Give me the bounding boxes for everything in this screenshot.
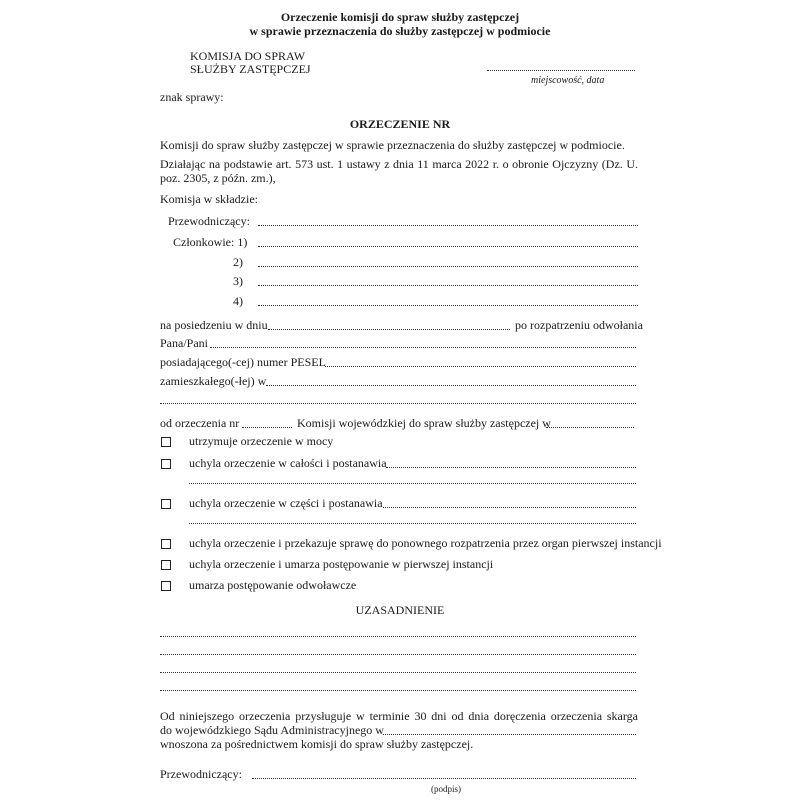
decision-heading: ORZECZENIE NR	[349, 117, 451, 131]
option-1-checkbox[interactable]	[161, 437, 171, 447]
chairman-label: Przewodniczący:	[168, 214, 250, 228]
option-3-field-continued[interactable]	[189, 523, 636, 524]
instruction-line1: Od niniejszego orzeczenia przysługuje w terminie 30 dni od dnia doręczenia orzeczenia skarga	[160, 709, 638, 723]
option-3-checkbox[interactable]	[161, 499, 171, 509]
composition-label: Komisja w składzie:	[160, 192, 258, 206]
meeting-prefix: na posiedzeniu w dniu	[160, 318, 268, 332]
justification-line-1[interactable]	[160, 636, 636, 637]
pesel-field[interactable]	[325, 366, 636, 367]
justification-line-2[interactable]	[160, 654, 636, 655]
issuer-line2: SŁUŻBY ZASTĘPCZEJ	[190, 62, 311, 76]
ruling-city-field[interactable]	[546, 427, 634, 428]
place-date-field[interactable]	[487, 70, 635, 71]
justification-heading: UZASADNIENIE	[355, 603, 445, 617]
case-number-label: znak sprawy:	[160, 90, 224, 104]
person-label: Pana/Pani	[160, 336, 208, 350]
ruling-number-field[interactable]	[242, 427, 292, 428]
signature-chairman-label: Przewodniczący:	[160, 767, 242, 781]
option-5-label: uchyla orzeczenie i umarza postępowanie w pierwszej instancji	[189, 557, 494, 571]
issuer-line1: KOMISJA DO SPRAW	[190, 49, 306, 63]
members-label: Członkowie: 1)	[173, 235, 248, 249]
member-4-field[interactable]	[258, 305, 638, 306]
person-field[interactable]	[210, 347, 636, 348]
ruling-middle: Komisji wojewódzkiej do spraw służby zastępczej w	[297, 416, 551, 430]
legal-basis-line1: Działając na podstawie art. 573 ust. 1 ustawy z dnia 11 marca 2022 r. o obronie Ojczyzny (Dz. U.	[160, 157, 638, 171]
signature-hint: (podpis)	[431, 784, 461, 794]
place-date-label: miejscowość, data	[531, 75, 605, 86]
option-5-checkbox[interactable]	[161, 560, 171, 570]
chairman-field[interactable]	[258, 225, 638, 226]
member-1-field[interactable]	[258, 246, 638, 247]
document-title-line1: Orzeczenie komisji do spraw służby zastępczej	[280, 10, 520, 24]
option-1-label: utrzymuje orzeczenie w mocy	[189, 434, 334, 448]
legal-basis-line2: poz. 2305, z późn. zm.),	[160, 171, 276, 185]
member-4-number: 4)	[233, 294, 243, 308]
option-3-label: uchyla orzeczenie w części i postanawia	[189, 496, 383, 510]
option-2-field[interactable]	[386, 467, 636, 468]
decision-intro: Komisji do spraw służby zastępczej w sprawie przeznaczenia do służby zastępczej w podmiocie.	[160, 138, 625, 152]
justification-line-4[interactable]	[160, 690, 636, 691]
meeting-date-field[interactable]	[268, 329, 510, 330]
member-2-field[interactable]	[258, 266, 638, 267]
signature-field[interactable]	[252, 778, 636, 779]
member-2-number: 2)	[233, 255, 243, 269]
meeting-suffix: po rozpatrzeniu odwołania	[515, 318, 643, 332]
address-field[interactable]	[266, 385, 636, 386]
option-4-label: uchyla orzeczenie i przekazuje sprawę do ponownego rozpatrzenia przez organ pierwszej instancji	[189, 536, 662, 550]
option-6-checkbox[interactable]	[161, 581, 171, 591]
address-field-continued[interactable]	[160, 403, 636, 404]
court-city-field[interactable]	[383, 734, 636, 735]
instruction-line3: wnoszona za pośrednictwem komisji do spraw służby zastępczej.	[160, 737, 474, 751]
address-label: zamieszkałego(-łej) w	[160, 374, 267, 388]
option-6-label: umarza postępowanie odwoławcze	[189, 578, 357, 592]
option-2-field-continued[interactable]	[189, 483, 636, 484]
option-2-label: uchyla orzeczenie w całości i postanawia	[189, 456, 387, 470]
ruling-prefix: od orzeczenia nr	[160, 416, 240, 430]
justification-line-3[interactable]	[160, 672, 636, 673]
pesel-label: posiadającego(-cej) numer PESEL	[160, 355, 326, 369]
instruction-line2: do wojewódzkiego Sądu Administracyjnego w	[160, 723, 384, 737]
option-4-checkbox[interactable]	[161, 539, 171, 549]
option-2-checkbox[interactable]	[161, 459, 171, 469]
document-title-line2: w sprawie przeznaczenia do służby zastępczej w podmiocie	[249, 24, 551, 38]
option-3-field[interactable]	[383, 507, 636, 508]
member-3-number: 3)	[233, 274, 243, 288]
member-3-field[interactable]	[258, 285, 638, 286]
